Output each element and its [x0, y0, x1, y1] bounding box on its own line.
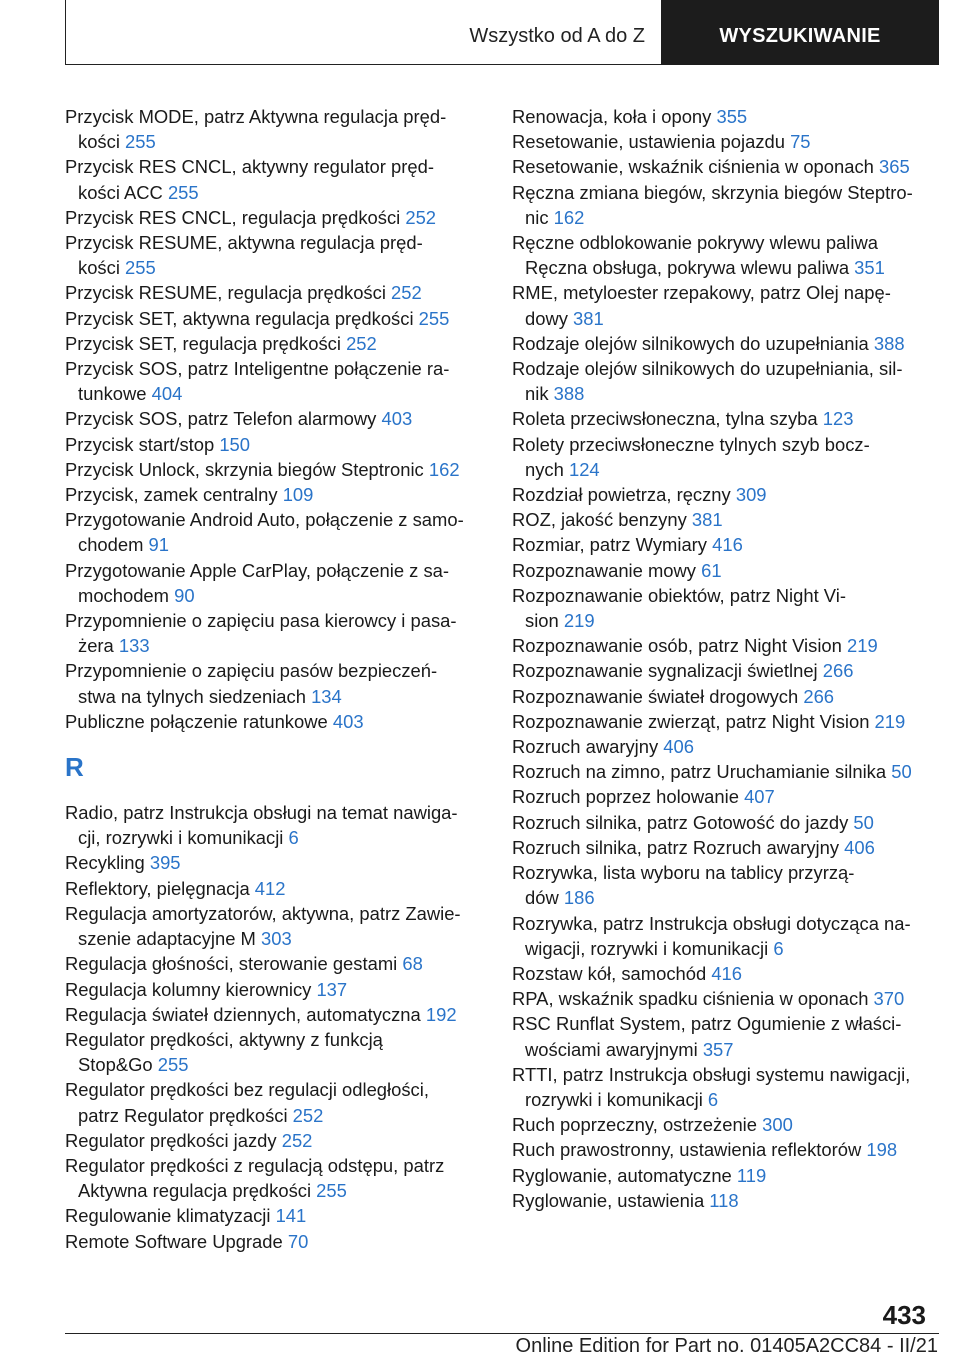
entry-text: Rozrywka, lista wyboru na tablicy przyrzą- [512, 862, 855, 884]
entry-text: Resetowanie, wskaźnik ciśnienia w oponach [512, 156, 879, 178]
page-link[interactable]: 416 [712, 534, 743, 556]
entry-text: Przycisk SET, aktywna regulacja prędkości [65, 307, 419, 329]
index-entry [512, 911, 937, 936]
index-entry [512, 860, 937, 885]
page-link[interactable]: 252 [292, 1104, 324, 1126]
entry-text: Rozpoznawanie sygnalizacji świetlnej [512, 660, 823, 682]
entry-text: RPA, wskaźnik spadku ciśnienia w oponach [512, 988, 874, 1010]
entry-text: Rozruch na zimno, patrz Uruchamianie silnika [512, 761, 892, 783]
page-link[interactable]: 6 [773, 937, 784, 959]
entry-text: Rozpoznawanie świateł drogowych [512, 685, 804, 707]
index-entry [512, 482, 937, 507]
entry-text: Radio, patrz Instrukcja obsługi na temat nawiga- [65, 802, 458, 824]
entry-text: chodem [78, 534, 149, 556]
index-entry [65, 800, 485, 825]
entry-text: Ręczna zmiana biegów, skrzynia biegów Steptro- [512, 181, 913, 203]
page-link[interactable]: 255 [157, 1054, 189, 1076]
entry-text: kości [78, 257, 126, 279]
page-link[interactable]: 91 [148, 534, 170, 556]
entry-text: mochodem [78, 584, 175, 606]
index-entry [512, 633, 937, 658]
index-entry [65, 658, 485, 683]
entry-text: RSC Runflat System, patrz Ogumienie z właści- [512, 1013, 902, 1035]
entry-text: nic [525, 206, 554, 228]
index-entry [512, 734, 937, 759]
index-entry [512, 356, 937, 381]
index-entry [65, 205, 485, 230]
entry-text: Aktywna regulacja prędkości [78, 1180, 317, 1202]
entry-text: Rozmiar, patrz Wymiary [512, 534, 713, 556]
page-link[interactable]: 90 [174, 584, 195, 606]
index-entry [65, 1128, 485, 1153]
entry-text: kości ACC [78, 181, 168, 203]
entry-text: Przygotowanie Android Auto, połączenie z samo- [65, 509, 464, 531]
page-link[interactable]: 395 [149, 852, 181, 874]
page-link[interactable]: 141 [275, 1205, 307, 1227]
entry-text: Recykling [65, 852, 150, 874]
index-entry [65, 482, 485, 507]
page-link[interactable]: 6 [288, 827, 299, 849]
page-link[interactable]: 198 [866, 1139, 898, 1161]
index-entry [512, 507, 937, 532]
page-link[interactable]: 407 [744, 786, 775, 808]
page-link[interactable]: 186 [563, 887, 595, 909]
page-link[interactable]: 309 [735, 484, 767, 506]
entry-text: rozrywki i komunikacji [525, 1088, 708, 1110]
entry-text: Rozruch poprzez holowanie [512, 786, 745, 808]
page-link[interactable]: 255 [125, 131, 156, 153]
index-entry-continuation [512, 1087, 937, 1112]
index-entry [65, 977, 485, 1002]
index-entry-continuation [65, 825, 485, 850]
page-link[interactable]: 416 [711, 962, 743, 984]
index-entry [65, 154, 485, 179]
page-link[interactable]: 137 [316, 978, 348, 1000]
index-entry [512, 331, 937, 356]
page-link[interactable]: 406 [663, 736, 694, 758]
entry-text: Rodzaje olejów silnikowych do uzupełniania, sil- [512, 358, 903, 380]
index-entry [512, 810, 937, 835]
page-link[interactable]: 61 [701, 559, 722, 581]
index-entry [512, 1011, 937, 1036]
index-letter-heading: R [65, 752, 84, 783]
index-entry [65, 876, 485, 901]
index-entry [65, 457, 485, 482]
page-link[interactable]: 252 [281, 1129, 313, 1151]
index-entry-continuation [65, 180, 485, 205]
index-entry-continuation [65, 1103, 485, 1128]
index-entry [65, 331, 485, 356]
entry-text: wigacji, rozrywki i komunikacji [525, 937, 774, 959]
index-entry [512, 280, 937, 305]
page-link[interactable]: 404 [151, 383, 183, 405]
index-entry-continuation [512, 608, 937, 633]
index-entry [512, 230, 937, 255]
page-link[interactable]: 219 [846, 635, 878, 657]
index-entry [512, 684, 937, 709]
page-link[interactable]: 406 [844, 836, 875, 858]
page-link[interactable]: 219 [563, 610, 595, 632]
entry-text: Regulowanie klimatyzacji [65, 1205, 276, 1227]
index-entry-continuation [512, 457, 937, 482]
index-entry [65, 104, 485, 129]
index-entry-continuation [65, 532, 485, 557]
index-entry-continuation [65, 926, 485, 951]
index-entry [512, 1188, 937, 1213]
entry-text: Regulator prędkości bez regulacji odległości, [65, 1079, 429, 1101]
page-link[interactable]: 255 [316, 1180, 347, 1202]
entry-text: RME, metyloester rzepakowy, patrz Olej napę- [512, 282, 891, 304]
page-link[interactable]: 162 [553, 206, 585, 228]
entry-text: Przycisk RESUME, regulacja prędkości [65, 282, 392, 304]
entry-text: Ręczne odblokowanie pokrywy wlewu paliwa [512, 232, 878, 254]
page-link[interactable]: 134 [311, 685, 342, 707]
entry-text: Regulator prędkości jazdy [65, 1129, 282, 1151]
index-entry-continuation [512, 381, 937, 406]
page-link[interactable]: 381 [573, 307, 604, 329]
entry-text: Regulacja kolumny kierownicy [65, 978, 317, 1000]
entry-text: Regulacja głośności, sterowanie gestami [65, 953, 403, 975]
page-link[interactable]: 351 [854, 257, 885, 279]
entry-text: Przycisk RES CNCL, aktywny regulator pręd- [65, 156, 434, 178]
page-number: 433 [882, 1300, 926, 1330]
index-entry [65, 951, 485, 976]
index-entry [512, 658, 937, 683]
page-link[interactable]: 388 [553, 383, 585, 405]
entry-text: Publiczne połączenie ratunkowe [65, 710, 333, 732]
page-link[interactable]: 403 [381, 408, 413, 430]
index-entry-continuation [512, 255, 937, 280]
index-column-left [65, 104, 485, 1254]
entry-text: Przycisk, zamek centralny [65, 484, 283, 506]
page-link[interactable]: 123 [822, 408, 854, 430]
entry-text: Rozruch silnika, patrz Gotowość do jazdy [512, 811, 854, 833]
page-link[interactable]: 252 [346, 332, 377, 354]
page-link[interactable]: 412 [254, 877, 286, 899]
index-entry [65, 1027, 485, 1052]
page-link[interactable]: 381 [691, 509, 723, 531]
index-entry [512, 154, 937, 179]
index-entry [512, 1163, 937, 1188]
entry-text: Rozruch silnika, patrz Rozruch awaryjny [512, 836, 845, 858]
index-list-r-continued [512, 104, 937, 1213]
index-entry [512, 406, 937, 431]
index-entry [65, 432, 485, 457]
index-entry-continuation [512, 885, 937, 910]
index-entry [65, 1203, 485, 1228]
index-entry-continuation [65, 1178, 485, 1203]
entry-text: Ryglowanie, automatyczne [512, 1164, 737, 1186]
index-entry [512, 583, 937, 608]
entry-text: żera [78, 635, 119, 657]
index-entry [512, 1112, 937, 1137]
index-entry-continuation [65, 1052, 485, 1077]
index-entry-continuation [512, 306, 937, 331]
entry-text: Rozrywka, patrz Instrukcja obsługi dotycząca na- [512, 912, 911, 934]
entry-text: Regulacja świateł dziennych, automatyczna [65, 1003, 426, 1025]
index-entry [65, 507, 485, 532]
page-link[interactable]: 109 [282, 484, 314, 506]
index-entry [512, 784, 937, 809]
index-entry-continuation [65, 129, 485, 154]
footer-edition: Online Edition for Part no. 01405A2CC84 - II/21 [515, 1335, 938, 1357]
index-entry-continuation [65, 633, 485, 658]
entry-text: tunkowe [78, 383, 152, 405]
index-entry [65, 1229, 485, 1254]
page-link[interactable]: 6 [707, 1088, 719, 1110]
entry-text: Regulator prędkości z regulacją odstępu, patrz [65, 1154, 445, 1176]
index-entry-continuation [65, 684, 485, 709]
index-entry-continuation [512, 936, 937, 961]
index-entry [65, 306, 485, 331]
index-column-right [512, 104, 937, 1213]
index-entry [65, 1077, 485, 1102]
index-entry [512, 129, 937, 154]
entry-text: Ruch prawostronny, ustawienia reflektorów [512, 1139, 867, 1161]
entry-text: nych [525, 458, 569, 480]
page-link[interactable]: 252 [391, 282, 422, 304]
page-link[interactable]: 365 [879, 156, 910, 178]
entry-text: Przycisk RES CNCL, regulacja prędkości [65, 206, 406, 228]
index-entry [65, 1002, 485, 1027]
entry-text: Regulator prędkości, aktywny z funkcją [65, 1028, 383, 1050]
index-entry [512, 759, 937, 784]
entry-text: Rolety przeciwsłoneczne tylnych szyb bocz- [512, 433, 870, 455]
entry-text: Przycisk RESUME, aktywna regulacja pręd- [65, 232, 423, 254]
entry-text: Rodzaje olejów silnikowych do uzupełniania [512, 332, 874, 354]
index-entry [512, 532, 937, 557]
index-entry [512, 986, 937, 1011]
entry-text: Rozstaw kół, samochód [512, 962, 712, 984]
entry-text: Ręczna obsługa, pokrywa wlewu paliwa [525, 257, 855, 279]
entry-text: Renowacja, koła i opony [512, 106, 717, 127]
entry-text: Reflektory, pielęgnacja [65, 877, 255, 899]
page-link[interactable]: 266 [822, 660, 854, 682]
index-entry [512, 709, 937, 734]
entry-text: Ruch poprzeczny, ostrzeżenie [512, 1114, 763, 1136]
section-title: Wszystko od A do Z [65, 0, 661, 65]
index-entry [512, 558, 937, 583]
page-link[interactable]: 119 [736, 1164, 767, 1186]
entry-text: RTTI, patrz Instrukcja obsługi systemu nawigacji, [512, 1063, 911, 1085]
entry-text: Remote Software Upgrade [65, 1230, 288, 1252]
entry-text: kości [78, 131, 126, 153]
entry-text: Rozruch awaryjny [512, 736, 664, 758]
page-link[interactable]: 300 [762, 1114, 793, 1136]
page-link[interactable]: 255 [418, 307, 450, 329]
page-link[interactable]: 50 [891, 761, 912, 783]
entry-text: sion [525, 610, 564, 632]
entry-text: Przycisk Unlock, skrzynia biegów Steptronic [65, 458, 429, 480]
index-entry [65, 901, 485, 926]
entry-text: ROZ, jakość benzyny [512, 509, 692, 531]
entry-text: Przypomnienie o zapięciu pasa kierowcy i pasa- [65, 610, 457, 632]
index-entry [512, 835, 937, 860]
page-link[interactable]: 355 [716, 106, 748, 127]
page-link[interactable]: 162 [428, 458, 460, 480]
page-link[interactable]: 266 [803, 685, 835, 707]
index-entry [512, 1062, 937, 1087]
entry-text: Rozpoznawanie obiektów, patrz Night Vi- [512, 584, 846, 606]
entry-text: Resetowanie, ustawienia pojazdu [512, 131, 791, 153]
page-link[interactable]: 70 [287, 1230, 309, 1252]
entry-text: szenie adaptacyjne M [78, 928, 261, 950]
search-tab[interactable]: WYSZUKIWANIE [661, 0, 939, 65]
entry-text: Przycisk SOS, patrz Inteligentne połączenie ra- [65, 358, 450, 380]
index-entry [512, 104, 937, 129]
index-entry [65, 406, 485, 431]
page-link[interactable]: 75 [790, 131, 811, 153]
entry-text: Ryglowanie, ustawienia [512, 1189, 710, 1211]
index-entry [65, 608, 485, 633]
page-link[interactable]: 370 [873, 988, 905, 1010]
page-link[interactable]: 357 [702, 1038, 734, 1060]
entry-text: dów [525, 887, 564, 909]
page-link[interactable]: 68 [402, 953, 423, 975]
page-link[interactable]: 403 [332, 710, 364, 732]
page-link[interactable]: 219 [874, 710, 906, 732]
entry-text: Rozpoznawanie zwierząt, patrz Night Vision [512, 710, 875, 732]
entry-text: Przycisk MODE, patrz Aktywna regulacja pręd- [65, 106, 447, 127]
entry-text: Roleta przeciwsłoneczna, tylna szyba [512, 408, 823, 430]
entry-text: stwa na tylnych siedzeniach [78, 685, 312, 707]
entry-text: Regulacja amortyzatorów, aktywna, patrz Zawie- [65, 902, 461, 924]
index-entry-continuation [65, 255, 485, 280]
entry-text: nik [525, 383, 554, 405]
entry-text: Przygotowanie Apple CarPlay, połączenie z sa- [65, 559, 450, 581]
index-list-r [65, 800, 485, 1254]
index-entry [65, 558, 485, 583]
index-entry [65, 1153, 485, 1178]
entry-text: patrz Regulator prędkości [78, 1104, 293, 1126]
index-entry [65, 709, 485, 734]
index-entry [512, 432, 937, 457]
entry-text: Przycisk start/stop [65, 433, 220, 455]
index-entry-continuation [65, 583, 485, 608]
index-entry [65, 850, 485, 875]
index-list-p [65, 104, 485, 734]
entry-text: Przypomnienie o zapięciu pasów bezpieczeń- [65, 660, 438, 682]
page-link[interactable]: 255 [125, 257, 156, 279]
entry-text: wościami awaryjnymi [525, 1038, 703, 1060]
page-link[interactable]: 255 [167, 181, 199, 203]
entry-text: Rozdział powietrza, ręczny [512, 484, 736, 506]
page-link[interactable]: 50 [853, 811, 874, 833]
page-link[interactable]: 133 [118, 635, 150, 657]
index-entry [65, 356, 485, 381]
index-entry [512, 961, 937, 986]
page-link[interactable]: 388 [873, 332, 905, 354]
entry-text: Przycisk SOS, patrz Telefon alarmowy [65, 408, 382, 430]
footer-divider [65, 1333, 939, 1334]
index-entry [512, 1137, 937, 1162]
entry-text: Stop&Go [78, 1054, 158, 1076]
index-entry-continuation [512, 1037, 937, 1062]
index-entry [512, 180, 937, 205]
entry-text: Rozpoznawanie mowy [512, 559, 702, 581]
page-header [65, 0, 939, 65]
index-entry-continuation [512, 205, 937, 230]
page-link[interactable]: 303 [261, 928, 292, 950]
index-entry [65, 280, 485, 305]
entry-text: dowy [525, 307, 574, 329]
entry-text: Rozpoznawanie osób, patrz Night Vision [512, 635, 847, 657]
page-link[interactable]: 192 [425, 1003, 457, 1025]
page-link[interactable]: 118 [709, 1189, 739, 1211]
page-link[interactable]: 124 [568, 458, 600, 480]
index-entry [65, 230, 485, 255]
page-link[interactable]: 150 [219, 433, 250, 455]
entry-text: cji, rozrywki i komunikacji [78, 827, 289, 849]
entry-text: Przycisk SET, regulacja prędkości [65, 332, 347, 354]
page-link[interactable]: 252 [405, 206, 437, 228]
index-entry-continuation [65, 381, 485, 406]
